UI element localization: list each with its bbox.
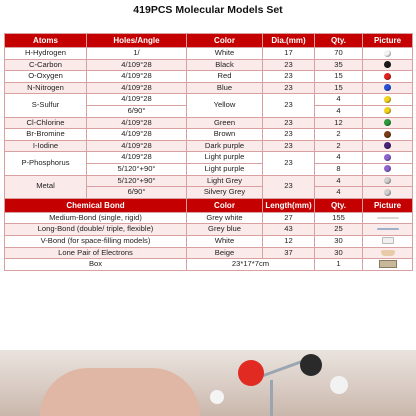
header-color: Color [187,34,263,48]
atom-qty: 4 [315,152,363,164]
box-picture [363,259,413,271]
long-bond-icon [377,228,399,230]
metal-ball-icon [384,189,391,196]
atom-qty: 12 [315,117,363,129]
atom-qty: 2 [315,129,363,141]
bromine-ball-icon [384,131,391,138]
atom-dia: 23 [263,59,315,71]
atom-holes: 4/109°28 [87,59,187,71]
atom-color: Brown [187,129,263,141]
sulfur-ball-icon [384,96,391,103]
hand-image [40,368,200,416]
nitrogen-ball-icon [384,84,391,91]
bond-qty: 25 [315,224,363,236]
bond-picture [363,247,413,259]
atom-qty: 15 [315,82,363,94]
atom-holes: 4/109°28 [87,117,187,129]
atom-name: N-Nitrogen [5,82,87,94]
box-label: Box [5,259,187,271]
table-row [5,247,413,259]
atom-qty: 4 [315,105,363,117]
header-bond-color: Color [187,198,263,212]
table-row [5,82,413,94]
carbon-ball-icon [384,61,391,68]
atom-picture [363,59,413,71]
model-stick [270,380,273,416]
bond-color: Beige [187,247,263,259]
atoms-header-row [5,34,413,48]
atom-holes: 4/109°28 [87,94,187,106]
page-title: 419PCS Molecular Models Set [133,4,283,16]
atom-dia: 23 [263,71,315,83]
header-picture: Picture [363,34,413,48]
atom-name: Br-Bromine [5,129,87,141]
bond-name: V-Bond (for space-filling models) [5,235,187,247]
atom-picture [363,129,413,141]
atom-name: O-Oxygen [5,71,87,83]
header-length: Length(mm) [263,198,315,212]
atom-color: Dark purple [187,140,263,152]
table-row [5,259,413,271]
header-bond-picture: Picture [363,198,413,212]
medium-bond-icon [377,217,399,219]
header-chemical-bond: Chemical Bond [5,198,187,212]
atom-picture [363,94,413,106]
table-row [5,94,413,106]
atom-name: Metal [5,175,87,198]
table-row [5,117,413,129]
phosphorus-ball-icon [384,165,391,172]
atom-picture [363,105,413,117]
header-holes: Holes/Angle [87,34,187,48]
atom-dia: 17 [263,48,315,60]
atom-name: H-Hydrogen [5,48,87,60]
box-qty: 1 [315,259,363,271]
atom-holes: 4/109°28 [87,140,187,152]
atom-holes: 5/120°+90° [87,163,187,175]
atom-qty: 70 [315,48,363,60]
atom-picture [363,71,413,83]
atom-color: Silvery Grey [187,187,263,199]
table-row [5,224,413,236]
atom-color: Light Grey [187,175,263,187]
atom-qty: 4 [315,94,363,106]
table-row [5,152,413,164]
atom-color: White [187,48,263,60]
bond-name: Long-Bond (double/ triple, flexible) [5,224,187,236]
bond-picture [363,212,413,224]
box-size: 23*17*7cm [187,259,315,271]
atom-holes: 4/109°28 [87,152,187,164]
atom-qty: 8 [315,163,363,175]
bond-color: White [187,235,263,247]
atom-color: Light purple [187,152,263,164]
atom-holes: 6/90° [87,105,187,117]
atom-dia: 23 [263,82,315,94]
atom-picture [363,117,413,129]
bond-length: 27 [263,212,315,224]
white-atom-image [330,376,348,394]
atom-name: P-Phosphorus [5,152,87,175]
hydrogen-ball-icon [384,50,391,57]
atom-holes: 4/109°28 [87,71,187,83]
atom-qty: 2 [315,140,363,152]
atom-picture [363,163,413,175]
black-atom-image [300,354,322,376]
table-row [5,212,413,224]
header-bond-qty: Qty. [315,198,363,212]
atom-picture [363,82,413,94]
atom-color: Green [187,117,263,129]
phosphorus-ball-icon [384,154,391,161]
bond-length: 12 [263,235,315,247]
atom-name: I-Iodine [5,140,87,152]
atom-holes: 4/109°28 [87,82,187,94]
atom-qty: 4 [315,187,363,199]
atom-picture [363,140,413,152]
atoms-table [4,33,413,271]
atom-color: Blue [187,82,263,94]
bond-picture [363,235,413,247]
atom-name: S-Sulfur [5,94,87,117]
header-atoms: Atoms [5,34,87,48]
atom-dia: 23 [263,152,315,175]
atom-qty: 15 [315,71,363,83]
box-icon [379,260,397,268]
bond-name: Medium-Bond (single, rigid) [5,212,187,224]
metal-ball-icon [384,177,391,184]
v-bond-icon [382,237,394,244]
atom-color: Black [187,59,263,71]
background-photo [0,350,416,416]
atom-color: Yellow [187,94,263,117]
lone-pair-icon [381,250,395,256]
atom-holes: 1/ [87,48,187,60]
atom-holes: 4/109°28 [87,129,187,141]
atom-qty: 35 [315,59,363,71]
bond-color: Grey blue [187,224,263,236]
atom-name: Cl-Chlorine [5,117,87,129]
white-atom-image [210,390,224,404]
atom-picture [363,48,413,60]
atom-picture [363,187,413,199]
atom-color: Light purple [187,163,263,175]
atom-name: C-Carbon [5,59,87,71]
atom-holes: 5/120°+90° [87,175,187,187]
atom-holes: 6/90° [87,187,187,199]
bond-qty: 30 [315,247,363,259]
red-atom-image [238,360,264,386]
bond-qty: 30 [315,235,363,247]
bond-qty: 155 [315,212,363,224]
atom-color: Red [187,71,263,83]
table-row [5,129,413,141]
table-row [5,59,413,71]
header-dia: Dia.(mm) [263,34,315,48]
header-qty: Qty. [315,34,363,48]
bond-picture [363,224,413,236]
atom-dia: 23 [263,140,315,152]
iodine-ball-icon [384,142,391,149]
sulfur-ball-icon [384,107,391,114]
atom-picture [363,175,413,187]
atom-dia: 23 [263,117,315,129]
table-row [5,175,413,187]
chlorine-ball-icon [384,119,391,126]
atom-dia: 23 [263,175,315,198]
table-row [5,140,413,152]
bond-length: 43 [263,224,315,236]
bond-length: 37 [263,247,315,259]
table-row [5,48,413,60]
oxygen-ball-icon [384,73,391,80]
table-row [5,235,413,247]
bond-header-row [5,198,413,212]
bond-name: Lone Pair of Electrons [5,247,187,259]
bond-color: Grey white [187,212,263,224]
atom-dia: 23 [263,94,315,117]
atom-picture [363,152,413,164]
atom-dia: 23 [263,129,315,141]
table-row [5,71,413,83]
atom-qty: 4 [315,175,363,187]
